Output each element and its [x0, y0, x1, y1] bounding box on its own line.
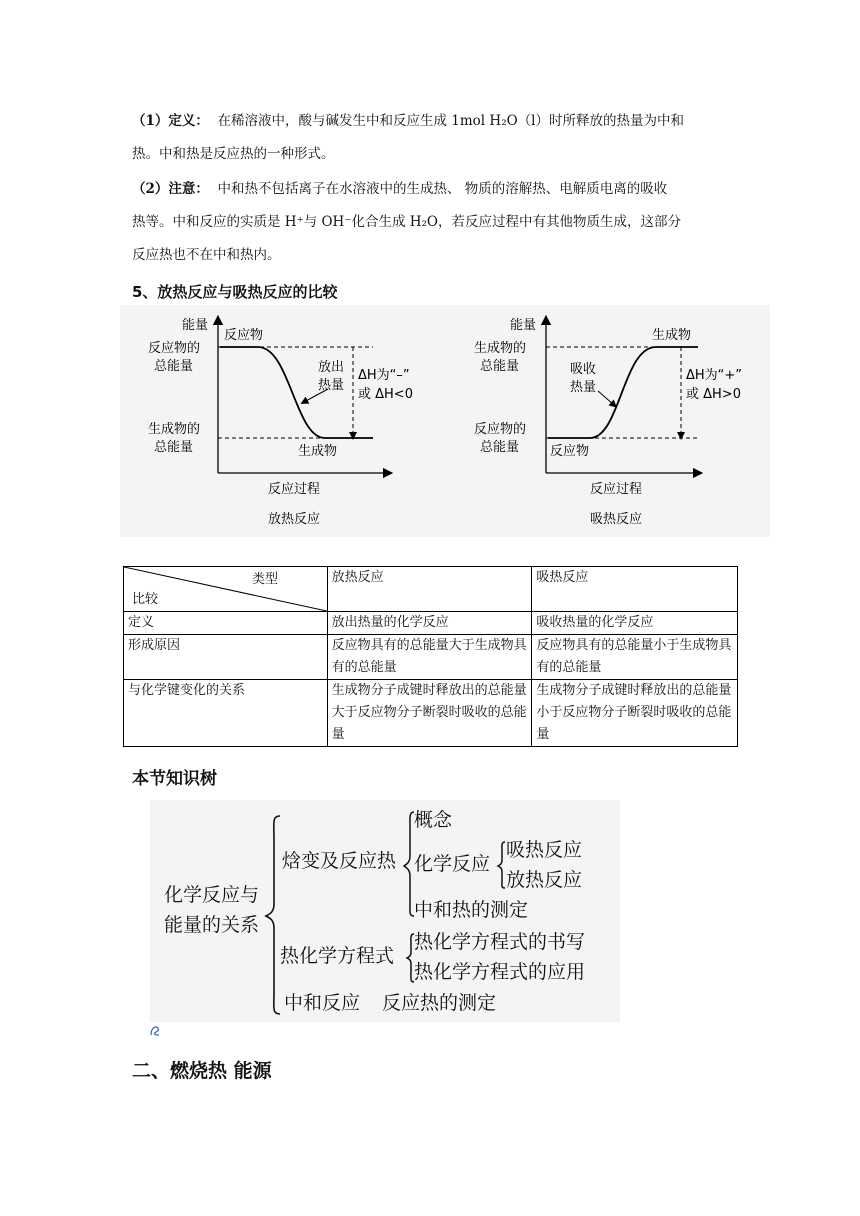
- row-label: 形成原因: [124, 635, 328, 680]
- tree-thermo-write: 热化学方程式的书写: [414, 931, 586, 953]
- exo-y-label: 能量: [182, 318, 209, 333]
- row-label: 与化学键变化的关系: [124, 680, 328, 747]
- knowledge-tree: [150, 800, 620, 1022]
- endo-reactant-bottom: 反应物: [550, 444, 590, 459]
- row-label: 定义: [124, 612, 328, 635]
- endo-x-label: 反应过程: [590, 482, 643, 497]
- note-line-2: 热等。中和反应的实质是 H⁺与 OH⁻化合生成 H₂O，若反应过程中有其他物质生成，这部分: [132, 214, 681, 230]
- tree-root-2: 能量的关系: [164, 914, 260, 936]
- col-exo-header: 放热反应: [327, 567, 532, 612]
- corner-type-label: 类型: [252, 572, 279, 587]
- endo-product-top: 生成物: [652, 328, 692, 343]
- note-paragraph: [132, 179, 742, 265]
- exo-product-energy-2: 总能量: [154, 440, 194, 455]
- endo-y-label: 能量: [510, 318, 537, 333]
- row-endo-cell: 生成物分子成键时释放出的总能量小于反应物分子断裂时吸收的总能量: [532, 680, 738, 747]
- exo-reactant-top: 反应物: [224, 328, 264, 343]
- tree-heat-measure: 反应热的测定: [382, 992, 497, 1014]
- exo-dh-2: 或 ΔH<0: [358, 387, 413, 402]
- corner-compare-label: 比较: [132, 592, 159, 607]
- tree-branch-neutral: 中和反应: [284, 992, 361, 1014]
- note-label: （2）注意：: [132, 181, 209, 197]
- endo-caption: 吸热反应: [590, 512, 643, 527]
- tree-branch-thermo: 热化学方程式: [280, 945, 395, 967]
- definition-label: （1）定义：: [132, 113, 209, 129]
- endo-product-energy-2: 总能量: [480, 359, 520, 374]
- tree-concept: 概念: [414, 809, 453, 831]
- row-exo-cell: 反应物具有的总能量大于生成物具有的总能量: [327, 635, 532, 680]
- section-5-heading: 5、放热反应与吸热反应的比较: [132, 283, 338, 301]
- tree-neutral-measure: 中和热的测定: [414, 899, 529, 921]
- endo-absorb-1: 吸收: [570, 362, 597, 377]
- exo-product-energy-1: 生成物的: [148, 422, 201, 437]
- exo-product-bottom: 生成物: [298, 444, 338, 459]
- tree-exo-reaction: 放热反应: [506, 869, 583, 891]
- table-row: [124, 680, 738, 747]
- definition-paragraph: [132, 111, 742, 164]
- row-endo-cell: 反应物具有的总能量小于生成物具有的总能量: [532, 635, 738, 680]
- table-row: [124, 612, 738, 635]
- tree-branch-enthalpy: 焓变及反应热: [282, 850, 397, 872]
- exo-dh-1: ΔH为“–”: [358, 368, 410, 383]
- tree-thermo-apply: 热化学方程式的应用: [414, 961, 586, 983]
- row-exo-cell: 放出热量的化学反应: [327, 612, 532, 635]
- exo-reactant-energy-1: 反应物的: [148, 341, 201, 356]
- knowledge-tree-heading: 本节知识树: [132, 769, 217, 789]
- table-row: [124, 635, 738, 680]
- table-corner-cell: [124, 567, 328, 612]
- note-line-1: 中和热不包括离子在水溶液中的生成热、 物质的溶解热、电解质电离的吸收: [217, 181, 668, 197]
- endo-reactant-energy-2: 总能量: [480, 440, 520, 455]
- exo-release-2: 热量: [318, 378, 345, 393]
- row-endo-cell: 吸收热量的化学反应: [532, 612, 738, 635]
- endo-absorb-2: 热量: [570, 380, 597, 395]
- exo-x-label: 反应过程: [268, 482, 321, 497]
- endo-dh-1: ΔH为“+”: [686, 368, 743, 383]
- exo-caption: 放热反应: [268, 512, 321, 527]
- tree-endo-reaction: 吸热反应: [506, 839, 583, 861]
- small-logo-icon: [149, 1025, 161, 1037]
- row-exo-cell: 生成物分子成键时释放出的总能量大于反应物分子断裂时吸收的总能量: [327, 680, 532, 747]
- comparison-table: [123, 566, 738, 747]
- exo-release-1: 放出: [318, 360, 345, 375]
- endo-reactant-energy-1: 反应物的: [474, 422, 527, 437]
- definition-line-2: 热。中和热是反应热的一种形式。: [132, 146, 335, 162]
- col-endo-header: 吸热反应: [532, 567, 738, 612]
- tree-root-1: 化学反应与: [164, 884, 260, 906]
- exo-reactant-energy-2: 总能量: [154, 359, 194, 374]
- table-header-row: [124, 567, 738, 612]
- section-2-heading: 二、燃烧热 能源: [132, 1060, 272, 1082]
- definition-line-1: 在稀溶液中，酸与碱发生中和反应生成 1mol H₂O（l）时所释放的热量为中和: [217, 113, 684, 129]
- endo-product-energy-1: 生成物的: [474, 341, 527, 356]
- note-line-3: 反应热也不在中和热内。: [132, 247, 281, 263]
- endo-dh-2: 或 ΔH>0: [686, 387, 741, 402]
- energy-diagrams: [120, 305, 770, 537]
- tree-chem-reaction: 化学反应: [414, 853, 491, 875]
